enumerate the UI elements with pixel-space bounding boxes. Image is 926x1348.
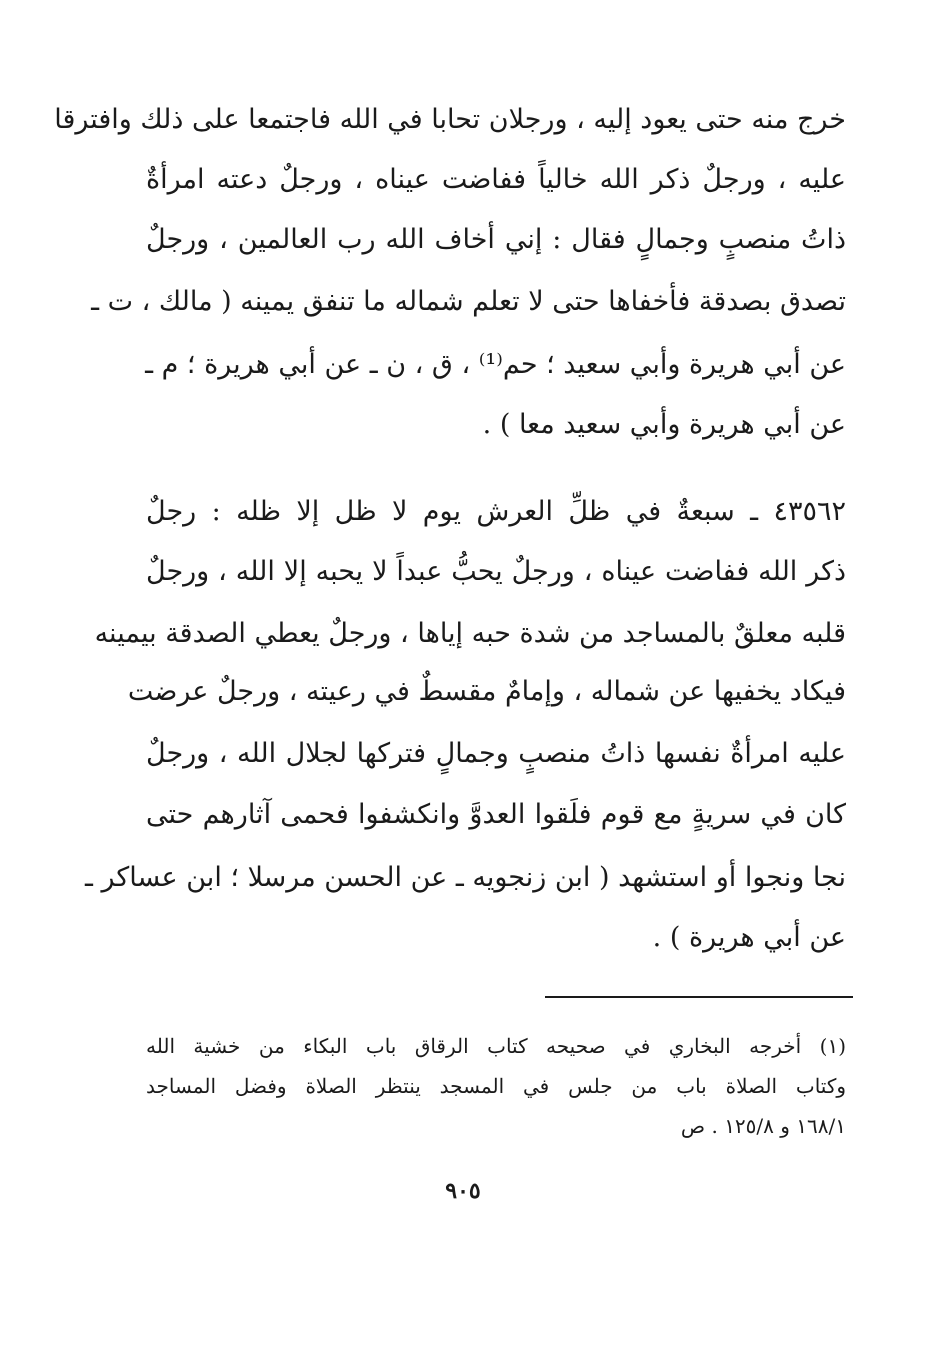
footnote-line-1: (١) أخرجه البخاري في صحيحه كتاب الرقاق باب البكاء من خشية الله — [146, 1034, 846, 1058]
paragraph-2-line-8: عن أبي هريرة ) . — [652, 922, 846, 953]
footnote-line-3: ١٦٨/١ و ١٢٥/٨ . ص — [680, 1114, 846, 1138]
paragraph-2-line-2: ذكر الله ففاضت عيناه ، ورجلٌ يحبُّ عبداً لا يحبه إلا الله ، ورجلٌ — [146, 556, 846, 587]
paragraph-2-line-7: نجا ونجوا أو استشهد ( ابن زنجويه ـ عن الحسن مرسلا ؛ ابن عساكر ـ — [85, 862, 846, 893]
paragraph-2-line-6: كان في سريةٍ مع قوم فلَقوا العدوَّ وانكشفوا فحمى آثارهم حتى — [146, 799, 846, 830]
page-number: ٩٠٥ — [445, 1178, 481, 1204]
footnote-line-2: وكتاب الصلاة باب من جلس في المسجد ينتظر الصلاة وفضل المساجد — [146, 1074, 846, 1098]
paragraph-1-line-5: عن أبي هريرة وأبي سعيد ؛ حم⁽¹⁾ ، ق ، ن ـ عن أبي هريرة ؛ م ـ — [145, 349, 846, 380]
paragraph-1-line-2: عليه ، ورجلٌ ذكر الله خالياً ففاضت عيناه ، ورجلٌ دعته امرأةٌ — [146, 164, 846, 195]
paragraph-1-line-4: تصدق بصدقة فأخفاها حتى لا تعلم شماله ما تنفق يمينه ( مالك ، ت ـ — [91, 286, 846, 317]
paragraph-2-line-1: ٤٣٥٦٢ ـ سبعةٌ في ظلِّ العرش يوم لا ظل إلا ظله : رجلٌ — [146, 496, 846, 527]
paragraph-1-line-1: خرج منه حتى يعود إليه ، ورجلان تحابا في الله فاجتمعا على ذلك وافترقا — [54, 104, 846, 135]
paragraph-2-line-4: فيكاد يخفيها عن شماله ، وإمامٌ مقسطٌ في رعيته ، ورجلٌ عرضت — [127, 676, 846, 707]
footnote-separator — [545, 996, 853, 998]
paragraph-2-line-3: قلبه معلقٌ بالمساجد من شدة حبه إياها ، ورجلٌ يعطي الصدقة بيمينه — [94, 618, 846, 649]
paragraph-1-line-3: ذاتُ منصبٍ وجمالٍ فقال : إني أخاف الله رب العالمين ، ورجلٌ — [146, 224, 846, 255]
paragraph-2-line-5: عليه امرأةٌ نفسها ذاتُ منصبٍ وجمالٍ فتركها لجلال الله ، ورجلٌ — [146, 738, 846, 769]
paragraph-1-line-6: عن أبي هريرة وأبي سعيد معا ) . — [482, 409, 846, 440]
